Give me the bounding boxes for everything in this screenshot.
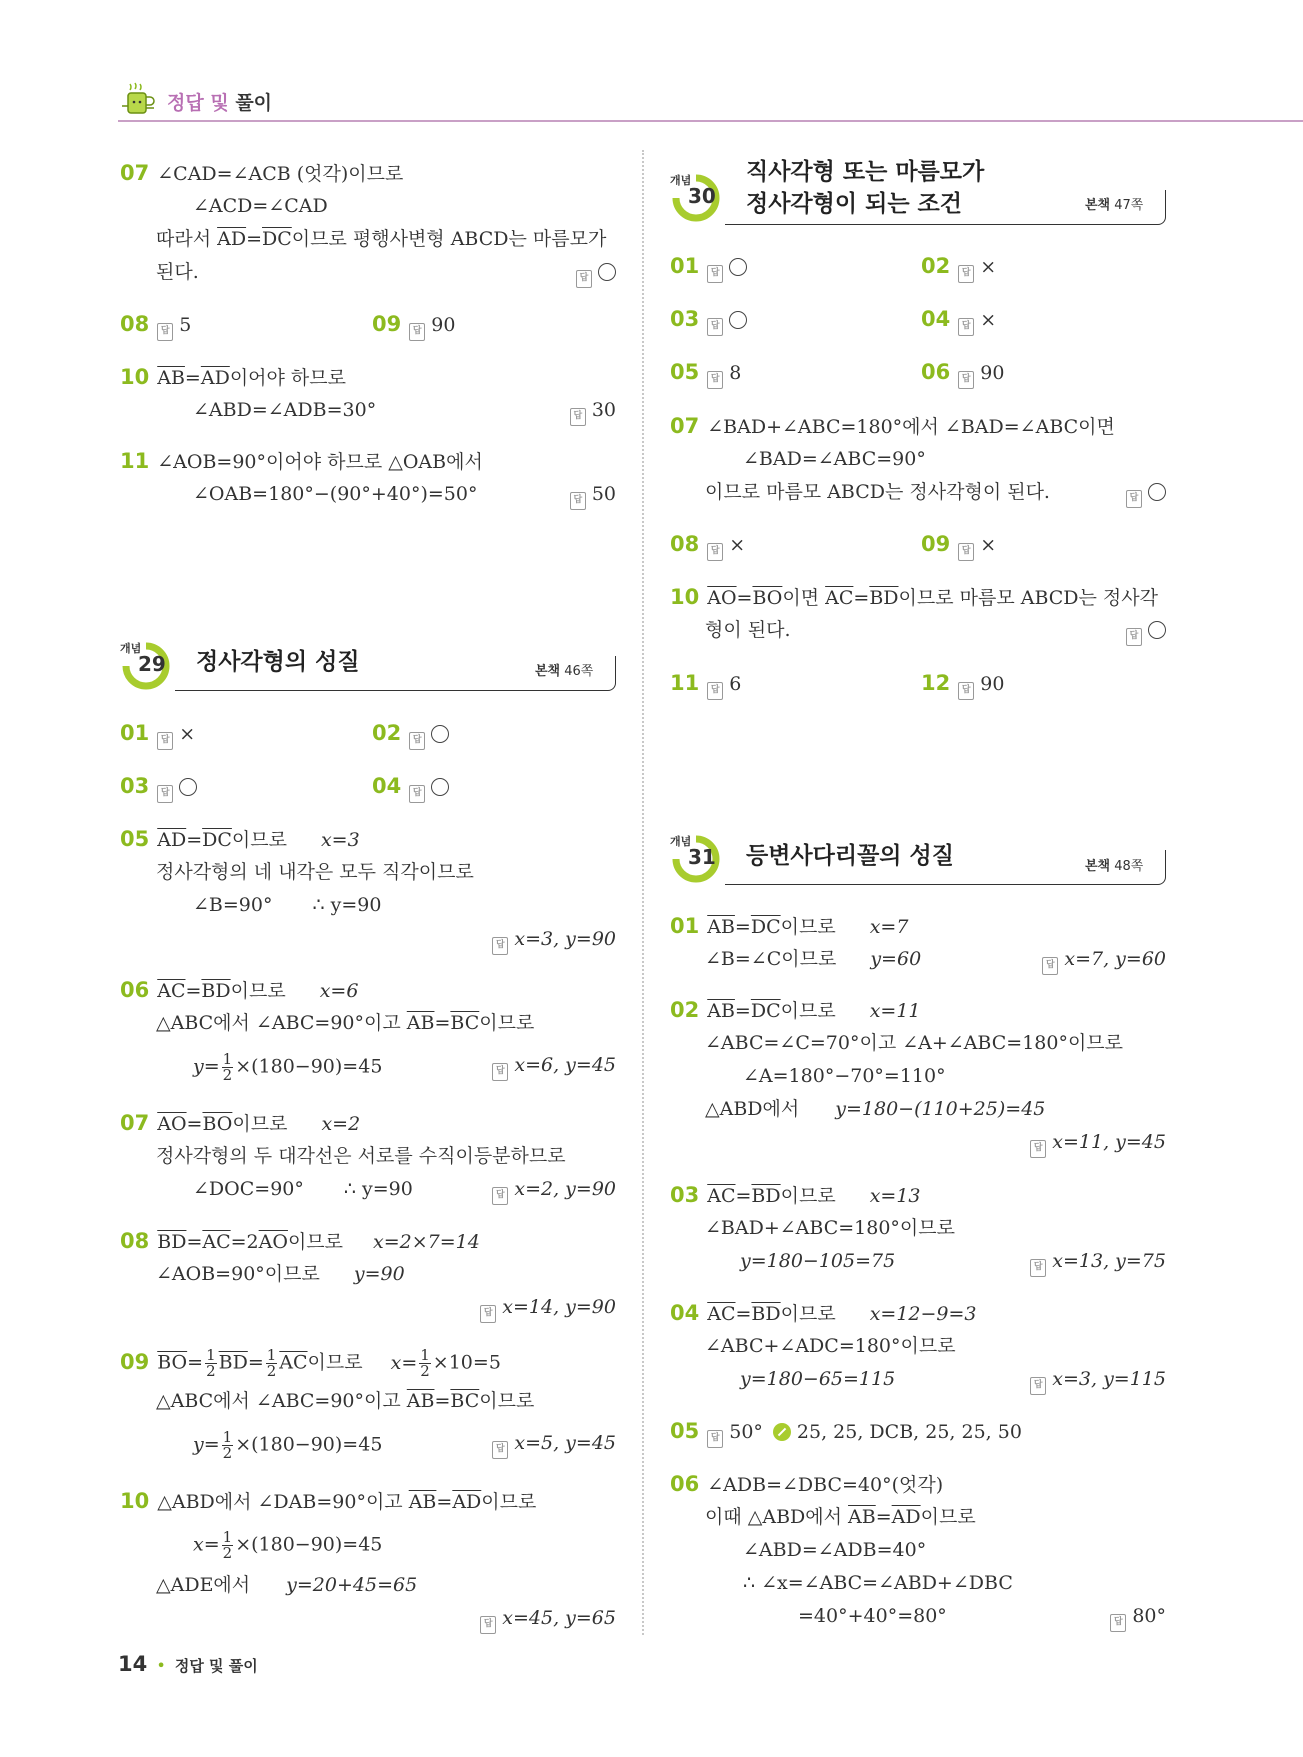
s29-p07-answer: 답 x=2, y=90 (492, 1176, 616, 1205)
answer-mark-icon: 답 (707, 371, 723, 389)
answer-mark-icon: 답 (157, 323, 173, 341)
lt-p08: 08 답 5 (120, 311, 191, 341)
s31-p01-l1: 01 $\overline{AB}=\overline{DC}$이므로 x=7 (670, 914, 909, 938)
s31-p04-l1: 04 $\overline{AC}=\overline{BD}$이므로 x=12−9=3 (670, 1301, 977, 1325)
s29-p01: 01 답 × (120, 720, 195, 750)
answer-mark-icon: 답 (1042, 957, 1058, 975)
s29-p04: 04 답 (372, 773, 449, 803)
s29-p10-l3: △ADE에서 y=20+45=65 (156, 1574, 418, 1596)
answer-mark-icon: 답 (958, 682, 974, 700)
answer-mark-icon: 답 (707, 265, 723, 283)
s30-p11: 11 답 6 (670, 670, 741, 700)
s29-p10-l2: x= $\frac{1}{2}$ ×(180−90)=45 (193, 1528, 383, 1562)
s29-p07-l1: 07 $\overline{AO}=\overline{BO}$이므로 x=2 (120, 1111, 361, 1135)
badge-label: 개념 (120, 642, 142, 655)
answer-mark-icon: 답 (1110, 1614, 1126, 1632)
answer-mark-icon: 답 (492, 1187, 508, 1205)
lt-p07-l2: ∠ACD=∠CAD (193, 195, 328, 217)
s31-p01-answer: 답 x=7, y=60 (1042, 946, 1166, 975)
answer-mark-icon: 답 (480, 1305, 496, 1323)
s30-p01: 01 답 (670, 253, 747, 283)
answer-mark-icon: 답 (480, 1616, 496, 1634)
lt-p11-l1: 11 ∠AOB=90°이어야 하므로 △OAB에서 (120, 449, 483, 473)
circle-icon (179, 778, 197, 796)
circle-icon (1148, 483, 1166, 501)
s31-p02-l2: ∠ABC=∠C=70°이고 ∠A+∠ABC=180°이므로 (705, 1032, 1124, 1054)
s31-p03-l1: 03 $\overline{AC}=\overline{BD}$이므로 x=13 (670, 1183, 921, 1207)
s31-p06-answer: 답 80° (1110, 1603, 1166, 1632)
answer-mark-icon: 답 (157, 732, 173, 750)
page-number: 14 (118, 1652, 148, 1676)
lt-p10-answer: 답 30 (570, 397, 616, 426)
s31-p06-l5: =40°+40°=80° (798, 1605, 947, 1627)
s29-p02: 02 답 (372, 720, 449, 750)
answer-mark-icon: 답 (492, 937, 508, 955)
s31-p06-l1: 06 ∠ADB=∠DBC=40°(엇각) (670, 1472, 944, 1496)
header-rule (118, 120, 1303, 122)
answer-mark-icon: 답 (1126, 490, 1142, 508)
problem-number: 07 (120, 161, 150, 185)
lt-p07-l3: 따라서 $\overline{AD}=\overline{DC}$이므로 평행사변형 ABCD는 마름모가 (156, 228, 607, 250)
s31-p04-answer: 답 x=3, y=115 (1030, 1366, 1166, 1395)
lt-p10-l1: 10 $\overline{AB}=\overline{AD}$이어야 하므로 (120, 365, 346, 389)
answer-mark-icon: 답 (576, 270, 592, 288)
lt-p07-answer (576, 259, 616, 288)
s31-p04-l3: y=180−65=115 (740, 1368, 896, 1390)
s31-p02-answer: 답 x=11, y=45 (1030, 1129, 1166, 1158)
s31-p06-l3: ∠ABD=∠ADB=40° (743, 1539, 927, 1561)
s29-p08-l1: 08 $\overline{BD}=\overline{AC}=2\overline{AO}$이므로 x=2×7=14 (120, 1229, 480, 1253)
pencil-icon (773, 1423, 791, 1441)
s29-p09-l3: y= $\frac{1}{2}$ ×(180−90)=45 (193, 1428, 383, 1462)
s29-p03: 03 답 (120, 773, 197, 803)
answer-mark-icon: 답 (157, 785, 173, 803)
s30-p10-answer (1126, 617, 1166, 646)
answer-mark-icon: 답 (409, 785, 425, 803)
s31-p03-l3: y=180−105=75 (740, 1250, 896, 1272)
answer-mark-icon: 답 (958, 265, 974, 283)
header-title-3: 풀이 (235, 92, 273, 114)
answer-mark-icon: 답 (707, 1430, 723, 1448)
s30-p10-l2: 형이 된다. (705, 619, 791, 641)
lt-p07-l4: 된다. (156, 261, 199, 283)
answer-mark-icon: 답 (1030, 1259, 1046, 1277)
lt-p09: 09 답 90 (372, 311, 455, 341)
s31-p01-l2: ∠B=∠C이므로 y=60 (705, 948, 922, 970)
s29-p08-answer: 답 x=14, y=90 (480, 1294, 616, 1323)
answer-mark-icon: 답 (1030, 1140, 1046, 1158)
s29-p05-l3: ∠B=90° ∴ y=90 (193, 894, 382, 916)
s29-p08-l2: ∠AOB=90°이므로 y=90 (156, 1263, 405, 1285)
lt-p07-l1: 07 ∠CAD=∠ACB (엇각)이므로 (120, 161, 404, 185)
s29-p06-l2: △ABC에서 ∠ABC=90°이고 $\overline{AB}=\overline{BC}$이므로 (156, 1012, 535, 1034)
section-underline (725, 190, 1166, 225)
s29-p06-l3: y= $\frac{1}{2}$ ×(180−90)=45 (193, 1050, 383, 1084)
header-title-2: 및 (210, 92, 229, 114)
s30-p02: 02 답 × (921, 253, 996, 283)
s29-p07-l3: ∠DOC=90° ∴ y=90 (193, 1178, 413, 1200)
s30-p06: 06 답 90 (921, 359, 1004, 389)
s29-p09-l1: 09 $\overline{BO}=$ $\frac{1}{2}$ $\overline{BD}=$ $\frac{1}{2}$ $\overline{AC}$이므로 x= $\frac{1}{2}$ ×10=5 (120, 1346, 501, 1380)
s30-p08: 08 답 × (670, 531, 745, 561)
answer-mark-icon: 답 (409, 732, 425, 750)
s31-p03-l2: ∠BAD+∠ABC=180°이므로 (705, 1217, 955, 1239)
header-logo (118, 80, 158, 118)
s31-p02-l4: △ABD에서 y=180−(110+25)=45 (705, 1098, 1046, 1120)
circle-icon (431, 778, 449, 796)
s29-p09-l2: △ABC에서 ∠ABC=90°이고 $\overline{AB}=\overline{BC}$이므로 (156, 1390, 535, 1412)
lt-p10-l2: ∠ABD=∠ADB=30° (193, 399, 377, 421)
s30-p03: 03 답 (670, 306, 747, 336)
s29-p09-answer: 답 x=5, y=45 (492, 1430, 616, 1459)
s31-p05: 05 답 50° 25, 25, DCB, 25, 25, 50 (670, 1418, 1022, 1448)
fraction: $\frac{1}{2}$ (222, 1050, 233, 1084)
header-title (167, 88, 272, 115)
section-title: 정사각형의 성질 (196, 649, 360, 675)
s31-p06-l4: ∴ ∠x=∠ABC=∠ABD+∠DBC (743, 1572, 1013, 1594)
lt-p11-answer: 답 50 (570, 481, 616, 510)
answer-mark-icon: 답 (409, 323, 425, 341)
answer-mark-icon: 답 (958, 371, 974, 389)
s30-p04: 04 답 × (921, 306, 996, 336)
circle-icon (598, 263, 616, 281)
answer-mark-icon: 답 (1030, 1377, 1046, 1395)
section-underline (725, 850, 1166, 885)
section-underline (175, 656, 616, 691)
column-divider (642, 150, 644, 1635)
answer-mark-icon: 답 (570, 492, 586, 510)
s31-p06-l2: 이때 △ABD에서 $\overline{AB}=\overline{AD}$이므로 (705, 1506, 976, 1528)
footer-label: 정답 및 풀이 (174, 1657, 258, 1675)
circle-icon (729, 311, 747, 329)
answer-mark-icon: 답 (1126, 628, 1142, 646)
s30-p10-l1: 10 $\overline{AO}=\overline{BO}$이면 $\overline{AC}=\overline{BD}$이므로 마름모 ABCD는 정사각 (670, 585, 1158, 609)
footer-dot: • (156, 1656, 166, 1675)
answer-mark-icon: 답 (707, 543, 723, 561)
s30-p07-l3: 이므로 마름모 ABCD는 정사각형이 된다. (705, 481, 1050, 503)
s30-p05: 05 답 8 (670, 359, 741, 389)
s30-p12: 12 답 90 (921, 670, 1004, 700)
s31-p02-l1: 02 $\overline{AB}=\overline{DC}$이므로 x=11 (670, 998, 921, 1022)
s30-p07-l2: ∠BAD=∠ABC=90° (743, 448, 926, 470)
s30-p09: 09 답 × (921, 531, 996, 561)
s29-p06-answer: 답 x=6, y=45 (492, 1052, 616, 1081)
answer-mark-icon: 답 (570, 408, 586, 426)
answer-mark-icon: 답 (958, 318, 974, 336)
s29-p05-l2: 정사각형의 네 내각은 모두 직각이므로 (156, 861, 474, 883)
circle-icon (1148, 621, 1166, 639)
answer-mark-icon: 답 (492, 1063, 508, 1081)
answer-mark-icon: 답 (707, 318, 723, 336)
s30-p07-l1: 07 ∠BAD+∠ABC=180°에서 ∠BAD=∠ABC이면 (670, 414, 1115, 438)
section-ref: 본책 46쪽 (535, 664, 594, 679)
header-title-1: 정답 (167, 92, 204, 114)
cup-icon (118, 80, 158, 118)
s29-p05-l1: 05 $\overline{AD}=\overline{DC}$이므로 x=3 (120, 827, 360, 851)
s29-p05-answer: 답 x=3, y=90 (492, 926, 616, 955)
s31-p02-l3: ∠A=180°−70°=110° (743, 1065, 946, 1087)
answer-mark-icon: 답 (492, 1441, 508, 1459)
s29-p10-answer: 답 x=45, y=65 (480, 1605, 616, 1634)
s30-p07-answer (1126, 479, 1166, 508)
s29-p06-l1: 06 $\overline{AC}=\overline{BD}$이므로 x=6 (120, 978, 359, 1002)
answer-mark-icon: 답 (707, 682, 723, 700)
s29-p07-l2: 정사각형의 두 대각선은 서로를 수직이등분하므로 (156, 1145, 566, 1167)
circle-icon (431, 725, 449, 743)
answer-mark-icon: 답 (958, 543, 974, 561)
s29-p10-l1: 10 △ABD에서 ∠DAB=90°이고 $\overline{AB}=\overline{AD}$이므로 (120, 1489, 537, 1513)
badge-number: 29 (138, 652, 166, 676)
lt-p11-l2: ∠OAB=180°−(90°+40°)=50° (193, 483, 478, 505)
circle-icon (729, 258, 747, 276)
footer (118, 1652, 258, 1676)
s31-p03-answer: 답 x=13, y=75 (1030, 1248, 1166, 1277)
s31-p04-l2: ∠ABC+∠ADC=180°이므로 (705, 1335, 956, 1357)
